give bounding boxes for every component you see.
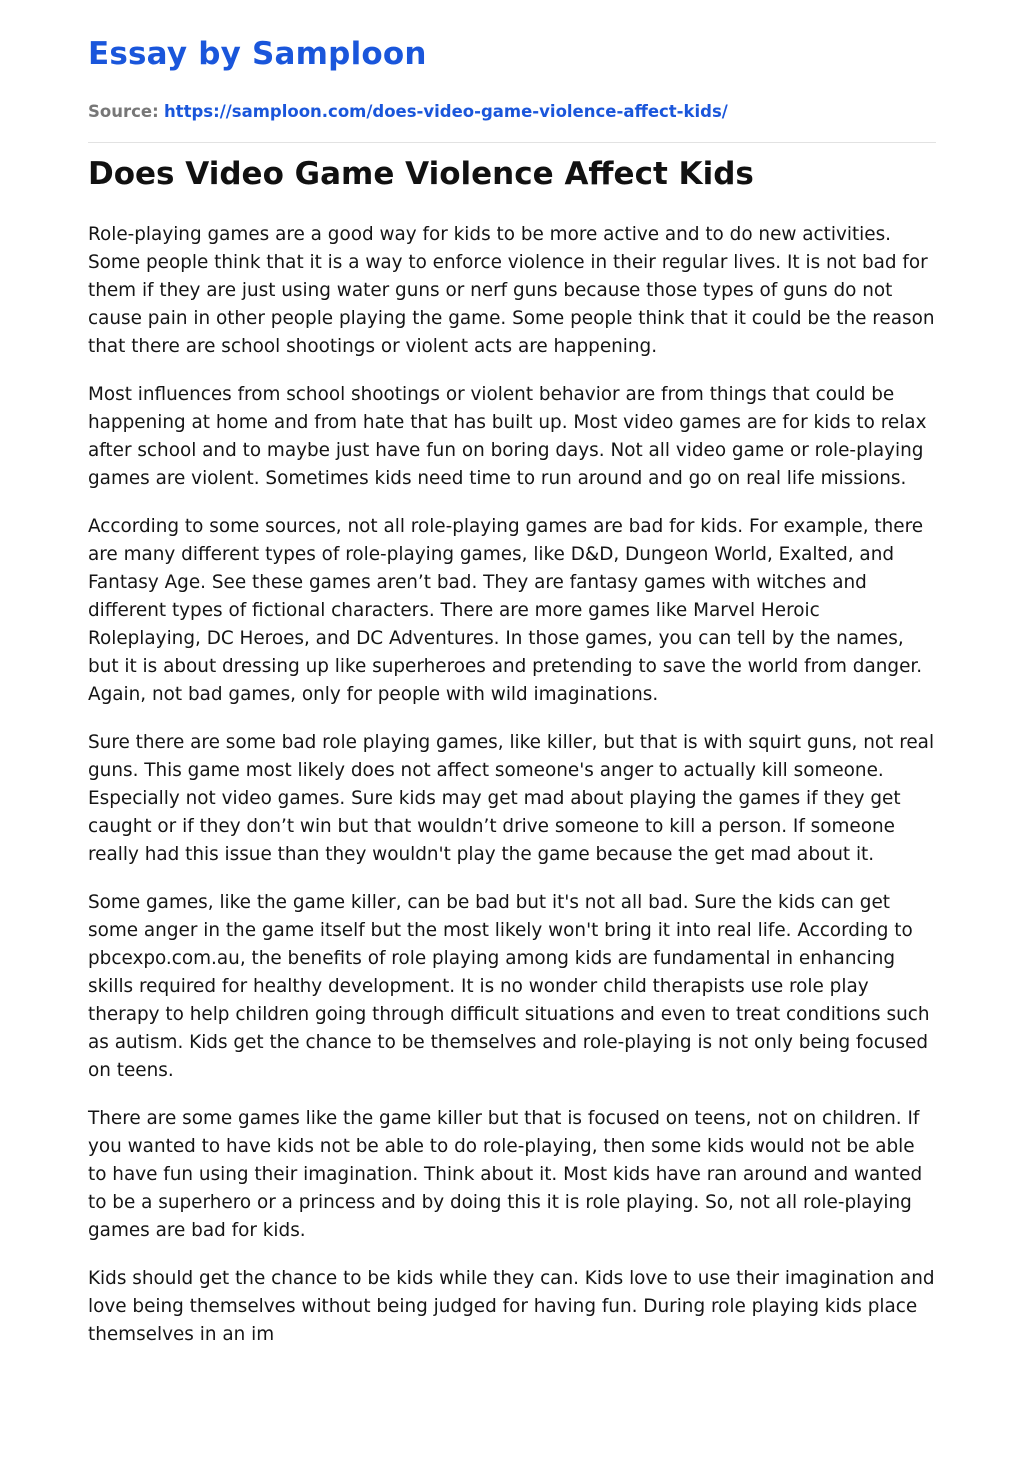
brand-title: Essay by Samploon	[88, 36, 427, 72]
essay-body	[88, 221, 936, 1369]
essay-title: Does Video Game Violence Affect Kids	[88, 156, 754, 192]
essay-paragraph: Kids should get the chance to be kids while they can. Kids love to use their imagination and love being themselves without being judged for having fun. During role playing kids place themselves in an im	[88, 1268, 935, 1345]
essay-paragraph: Some games, like the game killer, can be bad but it's not all bad. Sure the kids can get some anger in the game itself but the most likely won't bring it into real life. According to pbcexpo.com.au, the benefits of role playing among kids are fundamental in enhancing skills required for healthy development. It is no wonder child therapists use role play therapy to help children going through difficult situations and even to treat conditions such as autism. Kids get the chance to be themselves and role-playing is not only being focused on teens.	[88, 892, 930, 1081]
essay-paragraph: Role-playing games are a good way for kids to be more active and to do new activities. Some people think that it is a way to enforce violence in their regular lives. It is not bad for them if they are just using water guns or nerf guns because those types of guns do not cause pain in other people playing the game. Some people think that it could be the reason that there are school shootings or violent acts are happening.	[88, 224, 935, 357]
essay-paragraph: According to some sources, not all role-playing games are bad for kids. For example, there are many different types of role-playing games, like D&D, Dungeon World, Exalted, and Fantasy Age. See these games aren’t bad. They are fantasy games with witches and different types of fictional characters. There are more games like Marvel Heroic Roleplaying, DC Heroes, and DC Adventures. In those games, you can tell by the names, but it is about dressing up like superheroes and pretending to save the world from danger. Again, not bad games, only for people with wild imaginations.	[88, 516, 924, 705]
source-line	[88, 102, 728, 121]
essay-paragraph: There are some games like the game killer but that is focused on teens, not on children. If you wanted to have kids not be able to do role-playing, then some kids would not be able to have fun using their imagination. Think about it. Most kids have ran around and wanted to be a superhero or a princess and by doing this it is role playing. So, not all role-playing games are bad for kids.	[88, 1108, 923, 1241]
essay-paragraph: Sure there are some bad role playing games, like killer, but that is with squirt guns, not real guns. This game most likely does not affect someone's anger to actually kill someone. Especially not video games. Sure kids may get mad about playing the games if they get caught or if they don’t win but that wouldn’t drive someone to kill a person. If someone really had this issue than they wouldn't play the game because the get mad about it.	[88, 732, 935, 865]
source-link[interactable]: https://samploon.com/does-video-game-violence-affect-kids/	[163, 102, 728, 121]
essay-paragraph: Most influences from school shootings or violent behavior are from things that could be happening at home and from hate that has built up. Most video games are for kids to relax after school and to maybe just have fun on boring days. Not all video game or role-playing games are violent. Sometimes kids need time to run around and go on real life missions.	[88, 384, 927, 489]
source-label: Source:	[88, 102, 159, 121]
header-divider	[88, 142, 936, 143]
